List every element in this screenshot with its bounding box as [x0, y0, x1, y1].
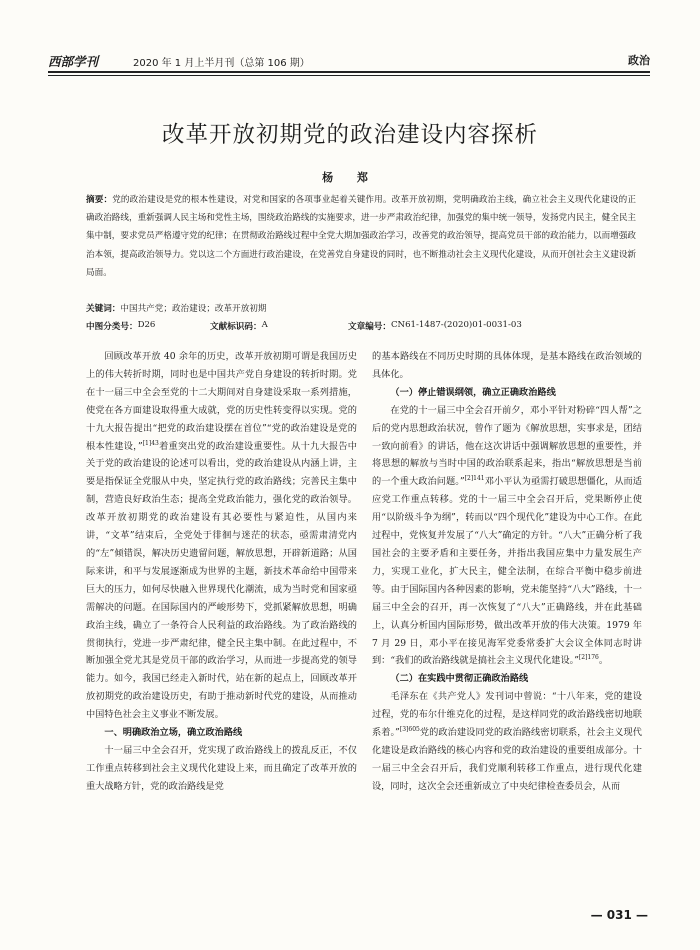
clc-label: 中图分类号： [86, 322, 138, 332]
section-heading: 一、明确政治立场，确立政治路线 [104, 727, 243, 739]
page-number: — 031 — [590, 908, 648, 922]
citation: [2]141 [464, 475, 485, 483]
author-name: 杨 郑 [322, 171, 378, 184]
running-header [48, 50, 650, 72]
keywords-text: 中国共产党；政治建设；改革开放初期 [120, 304, 267, 314]
abstract [86, 191, 636, 282]
body-paragraph: 毛泽东在《共产党人》发刊词中曾说：“十八年来，党的建设过程，党的布尔什维克化的过程，是这样同党的政治路线密切地联系着。”$^{[3]605}$党的政治建设同党的政治路线密切联系，社会主义现代化建设是政治路线的核心内容和党的政治建设的重要组成部分。十一届三中全会召开后，我们党顺利转移工作重点，进行现代化建设，同时，这次全会还重新成立了中央纪律检查委员会，从而 [372, 691, 642, 792]
abstract-label: 摘要： [86, 195, 113, 205]
body-paragraph: 回顾改革开放 40 余年的历史，改革开放初期可谓是我国历史上的伟大转折时期，同时也是中国共产党自身建设的转折时期。党在十一届三中全会至党的十二大期间对自身建设采取一系列措施，使党在各方面建设取得重大成就，党的历史性转变得以实现。党的十九大报告提出“把党的政治建设摆在首位”“党的政治建设是党的根本性建设，”$^{[1]43}$着重突出党的政治建设重要性。从十九大报告中关于党的政治建设的论述可以看出，党的政治建设从内涵上讲，主要是指保证全党服从中央，坚定执行党的政治路线；完善民主集中制，营造良好政治生态；提高全党政治能力，强化党的政治领导。改革开放初期党的政治建设有其必要性与紧迫性，从国内来讲，“文革”结束后，全党处于徘徊与迷茫的状态，亟需肃清党内的“左”倾错误，解决历史遗留问题，解放思想，开辟新道路；从国际来讲，和平与发展逐渐成为世界的主题，新技术革命给中国带来巨大的压力，如何尽快融入世界现代化潮流，成为当时党和国家亟需解决的问题。在国际国内的严峻形势下，党抓紧解放思想，明确政治主线，确立了一条符合人民利益的政治路线。为了政治路线的贯彻执行，党进一步严肃纪律，健全民主集中制。在此过程中，不断加强全党尤其是党员干部的政治学习，从而进一步提高党的领导能力。如今，我国已经走入新时代，站在新的起点上，回顾改革开放初期党的政治建设历史，有助于推动新时代党的建设，从而推动中国特色社会主义事业不断发展。 [86, 351, 357, 721]
left-column [86, 348, 357, 796]
citation: [2]176 [578, 654, 599, 662]
doc-value: A [261, 320, 268, 330]
clc-value: D26 [137, 320, 156, 330]
article-title: 改革开放初期党的政治建设内容探析 [161, 122, 538, 148]
article-number [348, 320, 522, 332]
art-label: 文章编号： [348, 322, 391, 332]
journal-name: 西部学刊 [48, 54, 99, 69]
body-paragraph: 的基本路线在不同历史时期的具体体现，是基本路线在政治领域的具体化。 [372, 351, 642, 380]
keywords [86, 302, 267, 314]
right-column [372, 348, 642, 796]
subsection-heading: （二）在实践中贯彻正确政治路线 [390, 673, 529, 685]
body-paragraph: 十一届三中全会召开，党实现了政治路线上的拨乱反正，不仅工作重点转移到社会主义现代化建设上来，而且确定了改革开放的重大战略方针，党的政治路线是党 [86, 744, 357, 792]
citation: [1]43 [142, 439, 159, 447]
issue-info: 2020 年 1 月上半月刊（总第 106 期） [133, 58, 310, 69]
keywords-label: 关键词： [86, 304, 121, 314]
header-rule-thin [48, 75, 650, 76]
doc-label: 文献标识码： [210, 322, 262, 332]
art-value: CN61-1487-(2020)01-0031-03 [390, 320, 522, 330]
clc-number [86, 320, 156, 332]
document-code [210, 320, 268, 332]
subsection-heading: （一）停止错误纲领，确立正确政治路线 [390, 386, 556, 398]
citation: [3]605 [399, 725, 420, 733]
header-rule-thick [48, 71, 650, 73]
body-paragraph: 在党的十一届三中全会召开前夕，邓小平针对粉碎“四人帮”之后的党内思想政治状况，曾作了题为《解放思想，实事求是，团结一致向前看》的讲话，他在这次讲话中强调解放思想的重要性，并将思想的解放与当时中国的政治联系起来，指出“解放思想是当前的一个重大政治问题。”$^{[2]141}$邓小平认为亟需打破思想僵化，从而适应党工作重点转移。党的十一届三中全会召开后，党果断停止使用“以阶级斗争为纲”，转而以“四个现代化”建设为中心工作。在此过程中，党恢复并发展了“八大”确定的方针。“八大”正确分析了我国社会的主要矛盾和主要任务，并指出我国应集中力量发展生产力，实现工业化，扩大民主，健全法制，在综合平衡中稳步前进等。由于国际国内各种因素的影响，党未能坚持“八大”路线，十一届三中全会的召开，再一次恢复了“八大”正确路线，并在此基础上，认真分析国内国际形势，做出改革开放的伟大决策。1979 年 7 月 29 日，邓小平在接见海军党委常委扩大会议全体同志时讲到：“我们的政治路线就是搞社会主义现代化建设。”$^{[2]176}$。 [372, 404, 642, 667]
section-name: 政治 [628, 54, 650, 67]
abstract-text: 党的政治建设是党的根本性建设，对党和国家的各项事业起着关键作用。改革开放初期，党明确政治主线，确立社会主义现代化建设的正确政治路线，重新强调人民主场和党性主场，围绕政治路线的实施要求，进一步严肃政治纪律，加强党的集中统一领导，发扬党内民主，健全民主集中制，要求党员严格遵守党的纪律；在贯彻政治路线过程中全党大期加强政治学习，改善党的政治领导，提高党员干部的政治能力，以而增强政治本领，提高政治领导力。党以这二个方面进行政治建设，在党善党自身建设的同时，也不断推动社会主义现代化建设，从而开创社会主义建设新局面。 [86, 195, 637, 278]
